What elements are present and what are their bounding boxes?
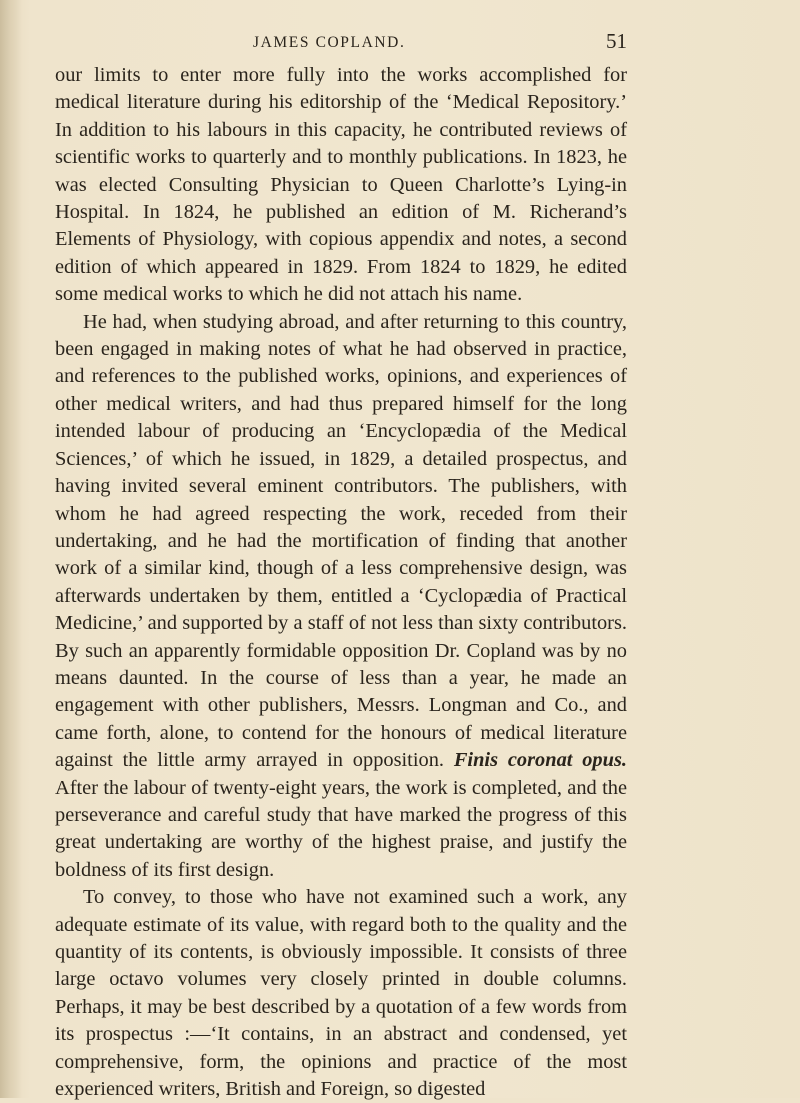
page-number: 51 — [606, 29, 627, 53]
latin-phrase: Finis coronat opus. — [453, 749, 628, 772]
binding-edge — [0, 0, 22, 1098]
page-header — [0, 26, 800, 56]
body-text — [55, 62, 627, 1103]
paragraph-1: our limits to enter more fully into the works accomplished for medical literature during his editorship of the ‘Medical Repository.’ In addition to his labours in this capacity, he contributed reviews of scientific works to quarterly and to monthly publications. In 1823, he was elected Consulting Physician to Queen Charlotte’s Lying-in Hospital. In 1824, he published an edition of M. Richerand’s Elements of Physiology, with copious appendix and notes, a second edition of which appeared in 1829. From 1824 to 1829, he edited some medical works to which he did not attach his name. — [55, 64, 627, 306]
paragraph-2 — [55, 309, 627, 885]
paragraph-3: To convey, to those who have not examined such a work, any adequate estimate of its value, with regard both to the quality and the quantity of its contents, is obviously impossible. It consists of three large octavo volumes very closely printed in double columns. Perhaps, it may be best described by a quotation of a few words from its prospectus :—‘It contains, in an abstract and condensed, yet comprehensive, form, the opinions and practice of the most experienced writers, British and Foreign, so digested — [55, 886, 627, 1101]
paragraph-2-text-before: He had, when studying abroad, and after returning to this country, been engaged in making notes of what he had observed in practice, and references to the published works, opinions, and experiences of other medical writers, and had thus prepared himself for the long intended labour of producing an ‘Encyclopædia of the Medical Sciences,’ of which he issued, in 1829, a detailed prospectus, and having invited several eminent contributors. The publishers, with whom he had agreed respecting the work, receded from their undertaking, and he had the mortification of finding that another work of a similar kind, though of a less comprehensive design, was afterwards undertaken by them, entitled a ‘Cyclopædia of Practical Medicine,’ and supported by a staff of not less than sixty contributors. By such an apparently formidable opposition Dr. Copland was by no means daunted. In the course of less than a year, he made an engagement with other publishers, Messrs. Longman and Co., and came forth, alone, to contend for the honours of medical literature against the little army arrayed in opposition. — [55, 310, 627, 772]
paragraph-2-text-after: After the labour of twenty-eight years, the work is completed, and the perseverance and careful study that have marked the progress of this great undertaking are worthy of the highest praise, and justify the boldness of its first design. — [55, 776, 627, 881]
running-head: JAMES COPLAND. — [253, 34, 406, 51]
